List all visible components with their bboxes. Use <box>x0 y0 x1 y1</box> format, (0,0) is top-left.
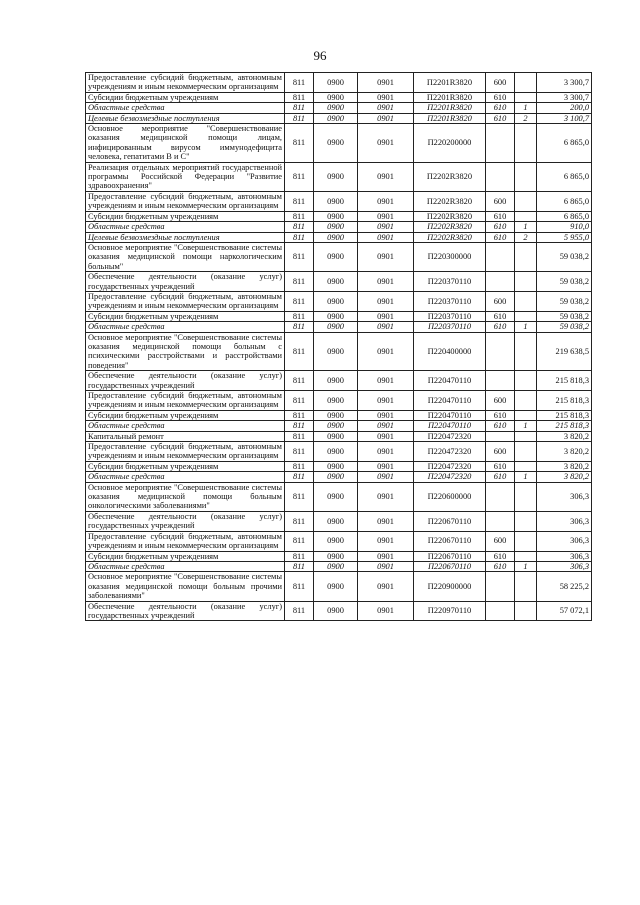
row-subsection-cell: 0901 <box>358 461 414 471</box>
row-name-cell: Основное мероприятие "Совершенствование системы оказания медицинской помощи больным с психическими расстройствами и расстройствами поведения" <box>86 332 285 371</box>
row-source-cell: 2 <box>515 232 537 242</box>
row-source-cell <box>515 601 537 621</box>
row-ved-cell: 811 <box>285 211 314 221</box>
row-expense-type-cell: 610 <box>486 92 515 102</box>
row-source-cell: 1 <box>515 561 537 571</box>
table-row <box>86 332 592 371</box>
table-row <box>86 272 592 292</box>
row-expense-type-cell: 610 <box>486 461 515 471</box>
row-sum-cell: 910,0 <box>537 222 592 232</box>
row-target-code-cell: П220400000 <box>414 332 486 371</box>
row-name-cell: Основное мероприятие "Совершенствование системы оказания медицинской помощи больным прочими заболеваниями" <box>86 572 285 601</box>
row-source-cell: 1 <box>515 472 537 482</box>
row-target-code-cell: П2202R3820 <box>414 211 486 221</box>
row-sum-cell: 306,3 <box>537 551 592 561</box>
row-expense-type-cell <box>486 511 515 531</box>
row-expense-type-cell <box>486 272 515 292</box>
row-source-cell <box>515 482 537 511</box>
row-subsection-cell: 0901 <box>358 232 414 242</box>
row-target-code-cell: П220300000 <box>414 242 486 271</box>
row-expense-type-cell: 610 <box>486 103 515 113</box>
table-row <box>86 124 592 163</box>
row-target-code-cell: П220472320 <box>414 431 486 441</box>
row-sum-cell: 215 818,3 <box>537 421 592 431</box>
row-name-cell: Предоставление субсидий бюджетным, автономным учреждениям и иным некоммерческим организациям <box>86 191 285 211</box>
row-subsection-cell: 0901 <box>358 511 414 531</box>
row-source-cell <box>515 391 537 411</box>
row-expense-type-cell: 610 <box>486 322 515 332</box>
row-expense-type-cell: 600 <box>486 531 515 551</box>
row-sum-cell: 3 300,7 <box>537 73 592 93</box>
row-target-code-cell: П220472320 <box>414 442 486 462</box>
row-name-cell: Обеспечение деятельности (оказание услуг) государственных учреждений <box>86 371 285 391</box>
row-name-cell: Областные средства <box>86 322 285 332</box>
row-sum-cell: 57 072,1 <box>537 601 592 621</box>
row-subsection-cell: 0901 <box>358 162 414 191</box>
row-target-code-cell: П2202R3820 <box>414 162 486 191</box>
table-row <box>86 601 592 621</box>
row-name-cell: Областные средства <box>86 561 285 571</box>
row-subsection-cell: 0901 <box>358 371 414 391</box>
row-ved-cell: 811 <box>285 242 314 271</box>
row-subsection-cell: 0901 <box>358 73 414 93</box>
row-source-cell <box>515 531 537 551</box>
row-section-cell: 0900 <box>314 191 358 211</box>
table-row <box>86 222 592 232</box>
row-expense-type-cell <box>486 572 515 601</box>
row-subsection-cell: 0901 <box>358 332 414 371</box>
row-source-cell <box>515 461 537 471</box>
row-target-code-cell: П220200000 <box>414 124 486 163</box>
row-name-cell: Капитальный ремонт <box>86 431 285 441</box>
row-name-cell: Областные средства <box>86 222 285 232</box>
table-row <box>86 291 592 311</box>
row-ved-cell: 811 <box>285 410 314 420</box>
row-source-cell <box>515 442 537 462</box>
table-row <box>86 211 592 221</box>
row-expense-type-cell <box>486 332 515 371</box>
row-ved-cell: 811 <box>285 391 314 411</box>
row-subsection-cell: 0901 <box>358 410 414 420</box>
row-expense-type-cell: 600 <box>486 442 515 462</box>
row-target-code-cell: П2202R3820 <box>414 191 486 211</box>
row-expense-type-cell: 600 <box>486 291 515 311</box>
row-source-cell <box>515 332 537 371</box>
row-sum-cell: 3 300,7 <box>537 92 592 102</box>
row-target-code-cell: П2201R3820 <box>414 92 486 102</box>
row-subsection-cell: 0901 <box>358 572 414 601</box>
row-target-code-cell: П220670110 <box>414 511 486 531</box>
row-section-cell: 0900 <box>314 73 358 93</box>
row-section-cell: 0900 <box>314 92 358 102</box>
row-target-code-cell: П220472320 <box>414 472 486 482</box>
row-source-cell <box>515 311 537 321</box>
row-section-cell: 0900 <box>314 421 358 431</box>
row-subsection-cell: 0901 <box>358 242 414 271</box>
row-subsection-cell: 0901 <box>358 431 414 441</box>
row-ved-cell: 811 <box>285 322 314 332</box>
row-section-cell: 0900 <box>314 211 358 221</box>
row-source-cell: 1 <box>515 322 537 332</box>
row-subsection-cell: 0901 <box>358 421 414 431</box>
row-target-code-cell: П2201R3820 <box>414 103 486 113</box>
row-sum-cell: 3 820,2 <box>537 472 592 482</box>
table-row <box>86 162 592 191</box>
row-section-cell: 0900 <box>314 332 358 371</box>
row-source-cell <box>515 124 537 163</box>
row-name-cell: Целевые безвозмездные поступления <box>86 113 285 123</box>
row-section-cell: 0900 <box>314 311 358 321</box>
row-name-cell: Предоставление субсидий бюджетным, автономным учреждениям и иным некоммерческим организациям <box>86 442 285 462</box>
row-name-cell: Реализация отдельных мероприятий государственной программы Российской Федерации "Развитие здравоохранения" <box>86 162 285 191</box>
row-section-cell: 0900 <box>314 572 358 601</box>
table-row <box>86 311 592 321</box>
table-row <box>86 421 592 431</box>
row-source-cell: 1 <box>515 421 537 431</box>
row-section-cell: 0900 <box>314 242 358 271</box>
row-expense-type-cell: 610 <box>486 222 515 232</box>
row-subsection-cell: 0901 <box>358 482 414 511</box>
row-sum-cell: 306,3 <box>537 482 592 511</box>
row-ved-cell: 811 <box>285 291 314 311</box>
row-target-code-cell: П220370110 <box>414 291 486 311</box>
row-subsection-cell: 0901 <box>358 531 414 551</box>
row-expense-type-cell <box>486 482 515 511</box>
row-ved-cell: 811 <box>285 461 314 471</box>
row-ved-cell: 811 <box>285 92 314 102</box>
row-subsection-cell: 0901 <box>358 124 414 163</box>
row-expense-type-cell: 610 <box>486 410 515 420</box>
row-name-cell: Обеспечение деятельности (оказание услуг) государственных учреждений <box>86 601 285 621</box>
row-target-code-cell: П220472320 <box>414 461 486 471</box>
row-subsection-cell: 0901 <box>358 103 414 113</box>
row-source-cell: 1 <box>515 222 537 232</box>
row-subsection-cell: 0901 <box>358 442 414 462</box>
row-sum-cell: 219 638,5 <box>537 332 592 371</box>
table-row <box>86 391 592 411</box>
row-source-cell <box>515 272 537 292</box>
row-target-code-cell: П220370110 <box>414 272 486 292</box>
row-sum-cell: 6 865,0 <box>537 124 592 163</box>
row-subsection-cell: 0901 <box>358 272 414 292</box>
row-source-cell <box>515 92 537 102</box>
row-expense-type-cell: 610 <box>486 311 515 321</box>
table-row <box>86 511 592 531</box>
row-subsection-cell: 0901 <box>358 211 414 221</box>
table-row <box>86 191 592 211</box>
row-expense-type-cell: 610 <box>486 472 515 482</box>
budget-table <box>85 72 592 621</box>
row-ved-cell: 811 <box>285 103 314 113</box>
row-name-cell: Обеспечение деятельности (оказание услуг) государственных учреждений <box>86 272 285 292</box>
row-sum-cell: 215 818,3 <box>537 410 592 420</box>
row-target-code-cell: П220670110 <box>414 551 486 561</box>
row-subsection-cell: 0901 <box>358 391 414 411</box>
row-target-code-cell: П220370110 <box>414 311 486 321</box>
row-source-cell <box>515 191 537 211</box>
row-sum-cell: 58 225,2 <box>537 572 592 601</box>
row-name-cell: Субсидии бюджетным учреждениям <box>86 211 285 221</box>
table-row <box>86 561 592 571</box>
row-section-cell: 0900 <box>314 103 358 113</box>
row-expense-type-cell: 610 <box>486 211 515 221</box>
row-name-cell: Предоставление субсидий бюджетным, автономным учреждениям и иным некоммерческим организациям <box>86 291 285 311</box>
row-section-cell: 0900 <box>314 410 358 420</box>
row-section-cell: 0900 <box>314 322 358 332</box>
table-row <box>86 73 592 93</box>
row-expense-type-cell <box>486 124 515 163</box>
row-source-cell <box>515 371 537 391</box>
row-ved-cell: 811 <box>285 124 314 163</box>
row-source-cell <box>515 291 537 311</box>
row-sum-cell: 59 038,2 <box>537 291 592 311</box>
row-name-cell: Областные средства <box>86 103 285 113</box>
row-sum-cell: 3 820,2 <box>537 442 592 462</box>
row-target-code-cell: П220470110 <box>414 421 486 431</box>
row-name-cell: Целевые безвозмездные поступления <box>86 232 285 242</box>
row-ved-cell: 811 <box>285 572 314 601</box>
row-sum-cell: 59 038,2 <box>537 272 592 292</box>
row-section-cell: 0900 <box>314 113 358 123</box>
row-target-code-cell: П220900000 <box>414 572 486 601</box>
row-subsection-cell: 0901 <box>358 291 414 311</box>
table-row <box>86 232 592 242</box>
row-expense-type-cell <box>486 242 515 271</box>
row-expense-type-cell: 600 <box>486 73 515 93</box>
row-section-cell: 0900 <box>314 482 358 511</box>
row-section-cell: 0900 <box>314 272 358 292</box>
row-name-cell: Предоставление субсидий бюджетным, автономным учреждениям и иным некоммерческим организациям <box>86 391 285 411</box>
row-name-cell: Предоставление субсидий бюджетным, автономным учреждениям и иным некоммерческим организациям <box>86 531 285 551</box>
table-row <box>86 461 592 471</box>
row-expense-type-cell: 610 <box>486 113 515 123</box>
row-sum-cell: 3 820,2 <box>537 431 592 441</box>
row-section-cell: 0900 <box>314 431 358 441</box>
row-name-cell: Основное мероприятие "Совершенствование оказания медицинской помощи лицам, инфицированным вирусом иммунодефицита человека, гепатитами B и C" <box>86 124 285 163</box>
row-sum-cell: 3 820,2 <box>537 461 592 471</box>
row-ved-cell: 811 <box>285 232 314 242</box>
row-ved-cell: 811 <box>285 431 314 441</box>
table-row <box>86 113 592 123</box>
row-target-code-cell: П220470110 <box>414 371 486 391</box>
row-section-cell: 0900 <box>314 551 358 561</box>
row-source-cell <box>515 572 537 601</box>
row-sum-cell: 6 865,0 <box>537 211 592 221</box>
row-sum-cell: 306,3 <box>537 511 592 531</box>
row-name-cell: Обеспечение деятельности (оказание услуг) государственных учреждений <box>86 511 285 531</box>
row-section-cell: 0900 <box>314 162 358 191</box>
row-section-cell: 0900 <box>314 291 358 311</box>
table-row <box>86 92 592 102</box>
row-sum-cell: 59 038,2 <box>537 242 592 271</box>
row-ved-cell: 811 <box>285 371 314 391</box>
row-name-cell: Предоставление субсидий бюджетным, автономным учреждениям и иным некоммерческим организациям <box>86 73 285 93</box>
row-expense-type-cell <box>486 371 515 391</box>
row-section-cell: 0900 <box>314 371 358 391</box>
row-source-cell: 1 <box>515 103 537 113</box>
row-sum-cell: 6 865,0 <box>537 162 592 191</box>
row-ved-cell: 811 <box>285 482 314 511</box>
row-target-code-cell: П2201R3820 <box>414 73 486 93</box>
row-source-cell <box>515 73 537 93</box>
row-ved-cell: 811 <box>285 531 314 551</box>
row-target-code-cell: П220670110 <box>414 531 486 551</box>
table-row <box>86 482 592 511</box>
row-name-cell: Субсидии бюджетным учреждениям <box>86 410 285 420</box>
row-section-cell: 0900 <box>314 461 358 471</box>
row-expense-type-cell <box>486 162 515 191</box>
row-section-cell: 0900 <box>314 561 358 571</box>
row-sum-cell: 59 038,2 <box>537 311 592 321</box>
table-row <box>86 371 592 391</box>
row-ved-cell: 811 <box>285 472 314 482</box>
row-subsection-cell: 0901 <box>358 322 414 332</box>
table-row <box>86 442 592 462</box>
row-source-cell <box>515 162 537 191</box>
row-expense-type-cell <box>486 431 515 441</box>
row-ved-cell: 811 <box>285 113 314 123</box>
row-sum-cell: 215 818,3 <box>537 371 592 391</box>
table-row <box>86 531 592 551</box>
row-section-cell: 0900 <box>314 472 358 482</box>
row-ved-cell: 811 <box>285 551 314 561</box>
table-row <box>86 572 592 601</box>
row-sum-cell: 306,3 <box>537 531 592 551</box>
row-target-code-cell: П220670110 <box>414 561 486 571</box>
row-name-cell: Областные средства <box>86 421 285 431</box>
row-target-code-cell: П220370110 <box>414 322 486 332</box>
row-section-cell: 0900 <box>314 222 358 232</box>
row-sum-cell: 306,3 <box>537 561 592 571</box>
row-target-code-cell: П2202R3820 <box>414 232 486 242</box>
row-name-cell: Основное мероприятие "Совершенствование системы оказания медицинской помощи больным онкологическими заболеваниями" <box>86 482 285 511</box>
row-section-cell: 0900 <box>314 232 358 242</box>
row-name-cell: Областные средства <box>86 472 285 482</box>
row-ved-cell: 811 <box>285 561 314 571</box>
budget-table-body <box>86 73 592 621</box>
row-subsection-cell: 0901 <box>358 311 414 321</box>
row-subsection-cell: 0901 <box>358 472 414 482</box>
table-row <box>86 322 592 332</box>
row-subsection-cell: 0901 <box>358 601 414 621</box>
row-subsection-cell: 0901 <box>358 551 414 561</box>
row-expense-type-cell <box>486 601 515 621</box>
row-sum-cell: 6 865,0 <box>537 191 592 211</box>
row-ved-cell: 811 <box>285 73 314 93</box>
row-target-code-cell: П220470110 <box>414 391 486 411</box>
row-ved-cell: 811 <box>285 162 314 191</box>
row-source-cell <box>515 551 537 561</box>
row-section-cell: 0900 <box>314 601 358 621</box>
row-name-cell: Субсидии бюджетным учреждениям <box>86 461 285 471</box>
table-row <box>86 242 592 271</box>
row-subsection-cell: 0901 <box>358 92 414 102</box>
row-ved-cell: 811 <box>285 442 314 462</box>
row-name-cell: Субсидии бюджетным учреждениям <box>86 551 285 561</box>
row-ved-cell: 811 <box>285 332 314 371</box>
row-ved-cell: 811 <box>285 311 314 321</box>
row-expense-type-cell: 600 <box>486 191 515 211</box>
row-sum-cell: 5 955,0 <box>537 232 592 242</box>
row-target-code-cell: П2202R3820 <box>414 222 486 232</box>
row-expense-type-cell: 610 <box>486 551 515 561</box>
row-name-cell: Субсидии бюджетным учреждениям <box>86 92 285 102</box>
table-row <box>86 472 592 482</box>
row-target-code-cell: П220970110 <box>414 601 486 621</box>
row-sum-cell: 3 100,7 <box>537 113 592 123</box>
row-source-cell <box>515 242 537 271</box>
row-expense-type-cell: 610 <box>486 232 515 242</box>
row-expense-type-cell: 600 <box>486 391 515 411</box>
row-source-cell <box>515 410 537 420</box>
page-number: 96 <box>313 48 327 63</box>
table-row <box>86 431 592 441</box>
table-row <box>86 410 592 420</box>
row-section-cell: 0900 <box>314 531 358 551</box>
row-ved-cell: 811 <box>285 421 314 431</box>
row-section-cell: 0900 <box>314 391 358 411</box>
row-subsection-cell: 0901 <box>358 113 414 123</box>
row-subsection-cell: 0901 <box>358 191 414 211</box>
table-row <box>86 551 592 561</box>
row-target-code-cell: П220470110 <box>414 410 486 420</box>
row-sum-cell: 200,0 <box>537 103 592 113</box>
row-section-cell: 0900 <box>314 442 358 462</box>
row-subsection-cell: 0901 <box>358 561 414 571</box>
row-subsection-cell: 0901 <box>358 222 414 232</box>
row-name-cell: Субсидии бюджетным учреждениям <box>86 311 285 321</box>
row-ved-cell: 811 <box>285 222 314 232</box>
row-source-cell <box>515 211 537 221</box>
row-section-cell: 0900 <box>314 511 358 531</box>
table-row <box>86 103 592 113</box>
row-section-cell: 0900 <box>314 124 358 163</box>
row-name-cell: Основное мероприятие "Совершенствование системы оказания медицинской помощи наркологическим больным" <box>86 242 285 271</box>
row-expense-type-cell: 610 <box>486 421 515 431</box>
row-ved-cell: 811 <box>285 511 314 531</box>
row-ved-cell: 811 <box>285 191 314 211</box>
row-expense-type-cell: 610 <box>486 561 515 571</box>
row-target-code-cell: П2201R3820 <box>414 113 486 123</box>
row-sum-cell: 59 038,2 <box>537 322 592 332</box>
row-source-cell <box>515 431 537 441</box>
row-target-code-cell: П220600000 <box>414 482 486 511</box>
row-sum-cell: 215 818,3 <box>537 391 592 411</box>
row-ved-cell: 811 <box>285 601 314 621</box>
row-source-cell: 2 <box>515 113 537 123</box>
row-ved-cell: 811 <box>285 272 314 292</box>
row-source-cell <box>515 511 537 531</box>
